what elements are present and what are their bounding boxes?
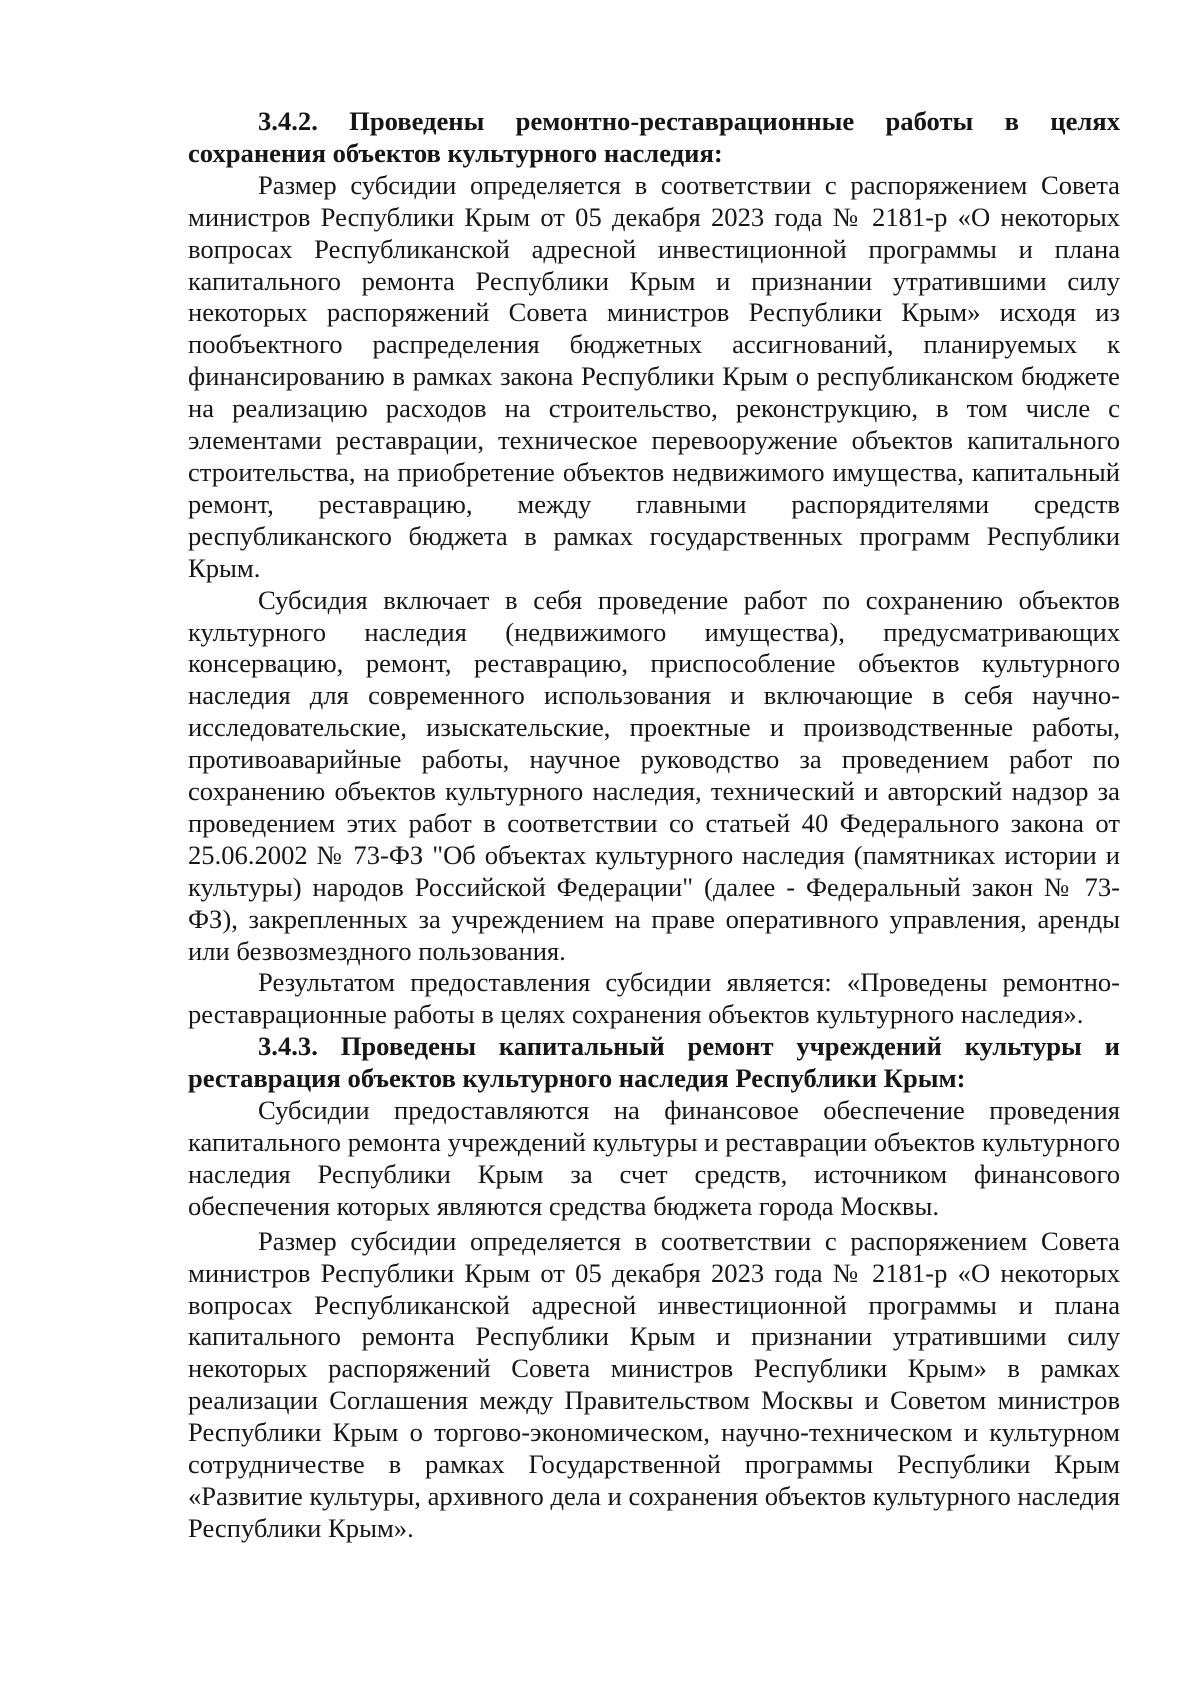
section-3-4-3-heading: 3.4.3. Проведены капитальный ремонт учреждений культуры и реставрация объектов культурного наследия Республики Крым: xyxy=(188,1031,1120,1094)
section-3-4-3-paragraph-2: Размер субсидии определяется в соответствии с распоряжением Совета министров Республики Крым от 05 декабря 2023 года № 2181-р «О некоторых вопросах Республиканской адресной инвестиционной программы и плана капитального ремонта Республики Крым и признании утратившими силу некоторых распоряжений Совета министров Республики Крым» в рамках реализации Соглашения между Правительством Москвы и Советом министров Республики Крым о торгово-экономическом, научно-техническом и культурном сотрудничестве в рамках Государственной программы Республики Крым «Развитие культуры, архивного дела и сохранения объектов культурного наследия Республики Крым». xyxy=(188,1225,1120,1543)
section-3-4-2-paragraph-2: Субсидия включает в себя проведение работ по сохранению объектов культурного наследия (недвижимого имущества), предусматривающих консервацию, ремонт, реставрацию, приспособление объектов культурного наследия для современного использования и включающие в себя научно-исследовательские, изыскательские, проектные и производственные работы, противоаварийные работы, научное руководство за проведением работ по сохранению объектов культурного наследия, технический и авторский надзор за проведением этих работ в соответствии со статьей 40 Федерального закона от 25.06.2002 № 73-ФЗ "Об объектах культурного наследия (памятниках истории и культуры) народов Российской Федерации" (далее - Федеральный закон № 73-ФЗ), закрепленных за учреждением на праве оперативного управления, аренды или безвозмездного пользования. xyxy=(188,584,1120,966)
section-3-4-2-heading: 3.4.2. Проведены ремонтно-реставрационные работы в целях сохранения объектов культурного наследия: xyxy=(188,106,1120,168)
section-3-4-2-paragraph-1: Размер субсидии определяется в соответствии с распоряжением Совета министров Республики Крым от 05 декабря 2023 года № 2181-р «О некоторых вопросах Республиканской адресной инвестиционной программы и плана капитального ремонта Республики Крым и признании утратившими силу некоторых распоряжений Совета министров Республики Крым» исходя из пообъектного распределения бюджетных ассигнований, планируемых к финансированию в рамках закона Республики Крым о республиканском бюджете на реализацию расходов на строительство, реконструкцию, в том числе с элементами реставрации, техническое перевооружение объектов капитального строительства, на приобретение объектов недвижимого имущества, капитальный ремонт, реставрацию, между главными распорядителями средств республиканского бюджета в рамках государственных программ Республики Крым. xyxy=(188,169,1120,583)
section-3-4-3-paragraph-1: Субсидии предоставляются на финансовое обеспечение проведения капитального ремонта учреждений культуры и реставрации объектов культурного наследия Республики Крым за счет средств, источником финансового обеспечения которых являются средства бюджета города Москвы. xyxy=(188,1095,1120,1221)
section-3-4-2-paragraph-3: Результатом предоставления субсидии является: «Проведены ремонтно-реставрационные работы в целях сохранения объектов культурного наследия». xyxy=(188,967,1120,1030)
